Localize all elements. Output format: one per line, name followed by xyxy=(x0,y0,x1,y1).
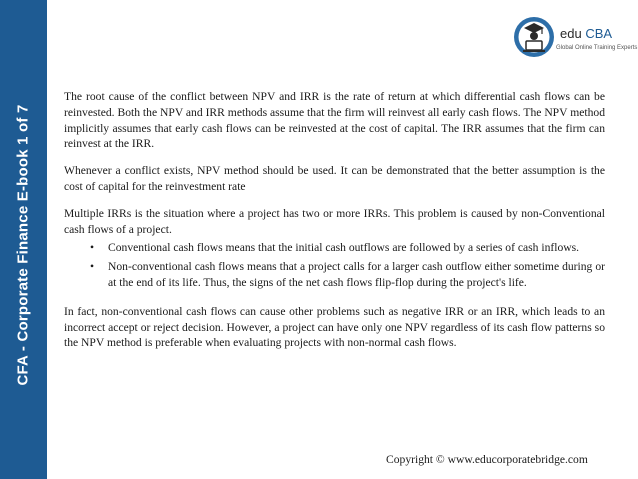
logo-wordmark-edu: edu xyxy=(560,26,586,41)
paragraph-multiple-irrs: Multiple IRRs is the situation where a project has two or more IRRs. This problem is caused by non-Conventional cash flows of a project. xyxy=(64,206,605,236)
sidebar-band xyxy=(0,0,47,479)
cash-flow-bullet-list xyxy=(64,240,605,290)
copyright-footer: Copyright © www.educorporatebridge.com xyxy=(386,453,588,466)
bullet-text: Conventional cash flows means that the initial cash outflows are followed by a series of cash inflows. xyxy=(108,241,580,255)
bullet-dot-icon: • xyxy=(90,241,95,255)
logo-wordmark xyxy=(560,26,612,41)
main-content xyxy=(64,89,605,362)
list-item xyxy=(64,240,605,256)
logo-tagline: Global Online Training Experts xyxy=(556,45,638,51)
paragraph-npv-irr-conflict: The root cause of the conflict between NPV and IRR is the rate of return at which differential cash flows can be reinvested. Both the NPV and IRR methods assume that the firm will reinvest all early cash flows. The NPV method implicitly assumes that early cash flows can be reinvested at the cost of capital. The IRR assumes that the firm can reinvest at the IRR. xyxy=(64,90,605,151)
paragraph-use-npv: Whenever a conflict exists, NPV method should be used. It can be demonstrated that the better assumption is the cost of capital for the reinvestment rate xyxy=(64,164,605,193)
logo-wordmark-cba: CBA xyxy=(585,26,613,41)
bullet-text: Non-conventional cash flows means that a project calls for a larger cash outflow either sometime during or at the end of its life. Thus, the signs of the net cash flows flip-flop during the project's life. xyxy=(108,260,605,289)
list-item xyxy=(64,259,605,291)
ebook-title-vertical: CFA - Corporate Finance E-book 1 of 7 xyxy=(14,104,32,386)
bullet-dot-icon: • xyxy=(90,260,95,274)
graduate-at-screen-icon xyxy=(512,14,556,60)
paragraph-non-conventional: In fact, non-conventional cash flows can cause other problems such as negative IRR or an IRR, which leads to an incorrect accept or reject decision. However, a project can have only one NPV regardless of its cash flow patterns so the NPV method is preferable when evaluating projects with non-normal cash flows. xyxy=(64,304,605,350)
